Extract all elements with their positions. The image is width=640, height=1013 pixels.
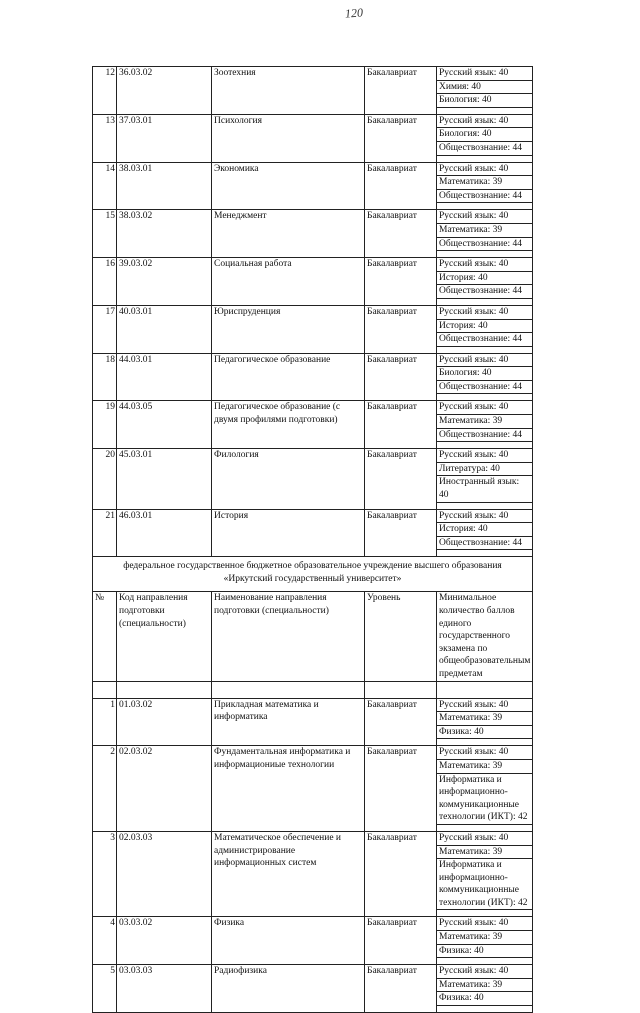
subject-score: Биология: 40 [437,94,533,108]
subject-score: Математика: 39 [437,759,533,773]
subject-spacer [437,155,533,162]
table-row [93,449,533,463]
subject-score: Обществознание: 44 [437,141,533,155]
program-code: 03.03.03 [117,965,212,1013]
table-row [93,509,533,523]
subject-spacer [437,442,533,449]
program-name: История [212,509,365,557]
program-name: Экономика [212,162,365,210]
subject-score: Биология: 40 [437,128,533,142]
subject-spacer [437,251,533,258]
program-code: 36.03.02 [117,67,212,115]
program-name: Математическое обеспечение и администрирование информационных систем [212,831,365,917]
row-number: 17 [93,305,117,353]
subject-spacer [437,910,533,917]
row-number: 13 [93,114,117,162]
subject-spacer [437,203,533,210]
program-code: 03.03.02 [117,917,212,965]
subject-spacer [437,107,533,114]
table-row [93,353,533,367]
program-code: 38.03.01 [117,162,212,210]
subject-score: Русский язык: 40 [437,401,533,415]
education-level: Бакалавриат [365,353,437,401]
subject-spacer [437,394,533,401]
header-min: Минимальное количество баллов единого государственного экзамена по общеобразовательным предметам [437,592,533,681]
subject-score: Русский язык: 40 [437,210,533,224]
subject-score: Информатика и информационно-коммуникационные технологии (ИКТ): 42 [437,859,533,910]
blank-cell [437,681,533,698]
header-level: Уровень [365,592,437,681]
program-name: Педагогическое образование [212,353,365,401]
education-level: Бакалавриат [365,917,437,965]
education-level: Бакалавриат [365,401,437,449]
education-level: Бакалавриат [365,114,437,162]
subject-spacer [437,550,533,557]
subject-score: Русский язык: 40 [437,353,533,367]
subject-spacer [437,739,533,746]
program-name: Социальная работа [212,258,365,306]
subject-score: Физика: 40 [437,992,533,1006]
subject-score: Математика: 39 [437,223,533,237]
row-number: 20 [93,449,117,509]
row-number: 1 [93,698,117,746]
program-code: 38.03.02 [117,210,212,258]
subject-score: Обществознание: 44 [437,285,533,299]
subject-score: Русский язык: 40 [437,258,533,272]
education-level: Бакалавриат [365,210,437,258]
subject-score: Русский язык: 40 [437,509,533,523]
program-code: 02.03.02 [117,746,212,832]
education-level: Бакалавриат [365,698,437,746]
table-row [93,67,533,81]
subject-spacer [437,958,533,965]
blank-cell [117,681,212,698]
subject-score: Русский язык: 40 [437,162,533,176]
education-level: Бакалавриат [365,305,437,353]
admission-table [92,66,533,1013]
education-level: Бакалавриат [365,509,437,557]
subject-spacer [437,502,533,509]
subject-score: Математика: 39 [437,978,533,992]
subject-score: Русский язык: 40 [437,698,533,712]
subject-score: Русский язык: 40 [437,305,533,319]
table-row [93,831,533,845]
subject-score: Биология: 40 [437,367,533,381]
table-row [93,258,533,272]
org-row [93,557,533,592]
program-code: 45.03.01 [117,449,212,509]
subject-spacer [437,1006,533,1013]
subject-score: Русский язык: 40 [437,746,533,760]
subject-score: Обществознание: 44 [437,333,533,347]
education-level: Бакалавриат [365,449,437,509]
table-row [93,305,533,319]
header-code: Код направления подготовки (специальности) [117,592,212,681]
page-number: 120 [344,5,364,21]
table-row [93,162,533,176]
program-name: Юриспруденция [212,305,365,353]
program-code: 39.03.02 [117,258,212,306]
program-code: 01.03.02 [117,698,212,746]
row-number: 4 [93,917,117,965]
row-number: 19 [93,401,117,449]
row-number: 21 [93,509,117,557]
program-name: Педагогическое образование (с двумя профилями подготовки) [212,401,365,449]
row-number: 2 [93,746,117,832]
education-level: Бакалавриат [365,67,437,115]
subject-spacer [437,298,533,305]
row-number: 12 [93,67,117,115]
subject-score: Физика: 40 [437,944,533,958]
program-code: 46.03.01 [117,509,212,557]
program-code: 44.03.01 [117,353,212,401]
subject-score: Математика: 39 [437,845,533,859]
subject-score: История: 40 [437,271,533,285]
table-row [93,917,533,931]
subject-score: История: 40 [437,319,533,333]
subject-score: Иностранный язык: 40 [437,476,533,502]
education-level: Бакалавриат [365,965,437,1013]
subject-score: Информатика и информационно-коммуникационные технологии (ИКТ): 42 [437,773,533,824]
education-level: Бакалавриат [365,258,437,306]
program-name: Психология [212,114,365,162]
subject-score: Литература: 40 [437,462,533,476]
subject-score: Обществознание: 44 [437,536,533,550]
education-level: Бакалавриат [365,162,437,210]
row-number: 5 [93,965,117,1013]
program-name: Менеджмент [212,210,365,258]
program-name: Радиофизика [212,965,365,1013]
row-number: 14 [93,162,117,210]
subject-score: Математика: 39 [437,712,533,726]
table-row [93,401,533,415]
blank-row [93,681,533,698]
subject-score: Русский язык: 40 [437,114,533,128]
organization-title: федеральное государственное бюджетное образовательное учреждение высшего образования «Иркутский государственный университет» [93,557,533,592]
subject-score: Русский язык: 40 [437,831,533,845]
subject-score: Химия: 40 [437,80,533,94]
program-name: Фундаментальная информатика и информациониые технологии [212,746,365,832]
blank-cell [365,681,437,698]
subject-score: Математика: 39 [437,931,533,945]
program-name: Филология [212,449,365,509]
subject-score: Русский язык: 40 [437,965,533,979]
row-number: 3 [93,831,117,917]
row-number: 18 [93,353,117,401]
table-row [93,114,533,128]
program-name: Зоотехния [212,67,365,115]
subject-score: Обществознание: 44 [437,237,533,251]
education-level: Бакалавриат [365,746,437,832]
header-num: № [93,592,117,681]
row-number: 16 [93,258,117,306]
table-row [93,965,533,979]
subject-score: Русский язык: 40 [437,67,533,81]
subject-score: Русский язык: 40 [437,917,533,931]
blank-cell [212,681,365,698]
table-row [93,698,533,712]
program-code: 44.03.05 [117,401,212,449]
table-row [93,746,533,760]
subject-score: Физика: 40 [437,725,533,739]
blank-cell [93,681,117,698]
subject-spacer [437,346,533,353]
table-row [93,210,533,224]
subject-score: Обществознание: 44 [437,189,533,203]
subject-score: История: 40 [437,523,533,537]
subject-spacer [437,824,533,831]
subject-score: Математика: 39 [437,415,533,429]
program-name: Прикладная математика и информатика [212,698,365,746]
subject-score: Обществознание: 44 [437,428,533,442]
education-level: Бакалавриат [365,831,437,917]
row-number: 15 [93,210,117,258]
program-name: Физика [212,917,365,965]
table-header [93,592,533,681]
program-code: 37.03.01 [117,114,212,162]
program-code: 40.03.01 [117,305,212,353]
subject-score: Обществознание: 44 [437,380,533,394]
subject-score: Математика: 39 [437,176,533,190]
program-code: 02.03.03 [117,831,212,917]
header-name: Наименование направления подготовки (специальности) [212,592,365,681]
subject-score: Русский язык: 40 [437,449,533,463]
